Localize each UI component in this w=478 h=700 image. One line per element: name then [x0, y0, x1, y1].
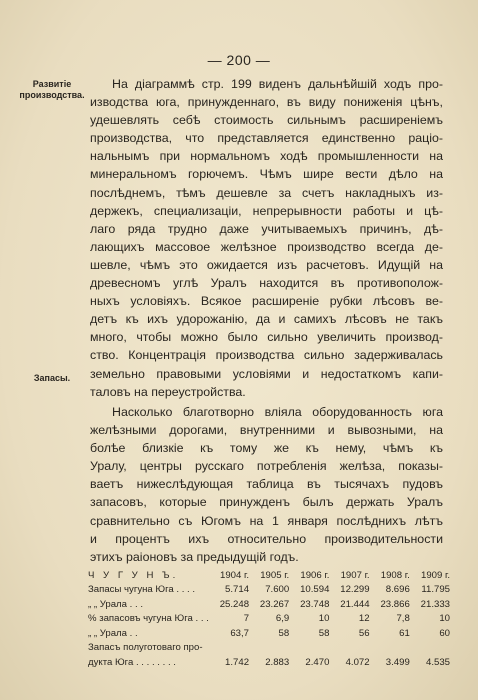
- table-cell: 12: [358, 613, 370, 624]
- table-header-cell: Ч У Г У Н Ъ.: [88, 569, 179, 581]
- text-line: желѣзными дорогами, внутренними и вывозными, на: [90, 423, 443, 438]
- text-line: древесномъ углѣ Уралъ находится въ противополож-: [90, 276, 443, 291]
- table-cell: 60: [439, 627, 450, 639]
- table-row: [88, 639, 450, 654]
- table-cell: 56: [358, 627, 370, 639]
- paragraph-production: [90, 75, 443, 401]
- row-label: дукта Юга . . . . . . . .: [88, 656, 176, 668]
- table-cell: 23.866: [380, 598, 410, 610]
- table-cell: 11.795: [421, 584, 450, 595]
- table-row: [88, 581, 450, 596]
- text-line: шевле, чѣмъ это ожидается изъ расчетовъ. Идущій на: [90, 257, 443, 272]
- text-line: много, чтобы можно было сильно увеличить производ-: [90, 330, 443, 345]
- table-header-row: [88, 566, 450, 581]
- row-label: Запасъ полуготоваго про-: [88, 642, 203, 653]
- table-row: [88, 610, 450, 625]
- table-cell: 10: [439, 613, 450, 624]
- text-line: земельно правовыми условіями и недостаткомъ капи-: [90, 366, 443, 381]
- table-header-cell: 1909 г.: [420, 569, 450, 581]
- text-line: изводства юга, принужденнаго, въ виду пониженія цѣнъ,: [90, 95, 443, 110]
- table-cell: 23.267: [259, 598, 290, 610]
- table-cell: 61: [399, 627, 410, 639]
- text-line: лаго ряда трудно даже учитываемыхъ причинъ, дѣ-: [90, 221, 443, 236]
- text-line: сравнительно съ Югомъ на 1 января послѣднихъ лѣтъ: [90, 513, 443, 528]
- row-label: % запасовъ чугуна Юга . . .: [88, 613, 209, 624]
- table-header-cell: 1906 г.: [300, 569, 330, 581]
- table-header-cell: 1907 г.: [340, 569, 370, 581]
- table-row: [88, 653, 450, 668]
- table-cell: [289, 639, 329, 654]
- table-cell: [209, 639, 249, 654]
- table-cell: 58: [318, 627, 330, 639]
- text-line: ныхъ условіяхъ. Всякое расширеніе рубки лѣсовъ ве-: [90, 294, 443, 309]
- table-cell: 23.748: [300, 598, 330, 610]
- text-line: удешевлять себѣ стоимость сильнымъ расширеніемъ: [90, 113, 443, 128]
- table-cell: [329, 639, 369, 654]
- text-line: таловъ на переустройства.: [90, 384, 246, 399]
- text-line: этихъ раіоновъ за предыдущій годъ.: [90, 549, 299, 564]
- table-cell: 1.742: [225, 656, 250, 668]
- table-cell: 63,7: [230, 627, 250, 639]
- text-line: ваетъ нижеслѣдующая таблица въ тысячахъ пудовъ: [90, 477, 443, 492]
- table-cell: 7: [243, 613, 250, 624]
- text-line: Уралу, центры русскаго потребленія желѣза, показы-: [90, 459, 443, 474]
- text-line: и процентъ ихъ относительно производительности: [90, 531, 443, 546]
- text-line: ство. Концентрація производства сильно задерживалась: [90, 348, 443, 363]
- row-label: „ „ Урала . . .: [88, 598, 143, 610]
- text-line: держекъ, специализаціи, непрерывности работы и цѣ-: [90, 203, 443, 218]
- table-cell: [249, 639, 289, 654]
- table-cell: 7,8: [396, 613, 410, 624]
- text-line: болѣе близкіе къ тому же къ нему, чѣмъ къ: [90, 441, 443, 456]
- table-header-cell: 1904 г.: [220, 569, 250, 581]
- text-line: детъ къ ихъ удорожанію, да и самихъ лѣсовъ не такъ: [90, 312, 443, 327]
- text-line: послѣднемъ, тѣмъ дешевле за счетъ накладныхъ из-: [90, 185, 443, 200]
- margin-note-production: Развитіе производства.: [19, 79, 85, 100]
- table-cell: 8.696: [385, 584, 410, 595]
- paragraph-stocks: [90, 403, 443, 566]
- table-cell: 5.714: [225, 584, 250, 595]
- table-cell: 58: [278, 627, 290, 639]
- table-cell: 3.499: [385, 656, 410, 668]
- table-cell: 4.072: [345, 656, 370, 668]
- table-cell: 12.299: [340, 584, 370, 595]
- table-cell: 21.333: [420, 598, 450, 610]
- stocks-table: [88, 566, 450, 668]
- table-cell: 4.535: [425, 656, 450, 668]
- text-line: запасовъ, которые принужденъ былъ держать Уралъ: [90, 495, 443, 510]
- table-cell: [370, 639, 410, 654]
- row-label: „ „ Урала . .: [88, 627, 138, 639]
- table-header-cell: 1905 г.: [260, 569, 290, 581]
- table-row: [88, 595, 450, 610]
- table-cell: 10.594: [300, 584, 330, 595]
- table-header-cell: 1908 г.: [380, 569, 410, 581]
- table-cell: 21.444: [340, 598, 370, 610]
- text-line: На діаграммѣ стр. 199 виденъ дальнѣйшій ходъ про-: [112, 77, 443, 91]
- table-cell: 25.248: [219, 598, 250, 610]
- table-cell: 10: [318, 613, 330, 624]
- text-line: минеральномъ горючемъ. Чѣмъ шире вести дѣло на: [90, 167, 443, 182]
- text-line: производства, что представляется единственно раціо-: [90, 131, 443, 146]
- table-row: [88, 624, 450, 639]
- table-cell: 7.600: [265, 584, 290, 595]
- page-number: — 200 —: [207, 52, 271, 68]
- text-line: Насколько благотворно вліяла оборудованность юга: [112, 405, 443, 419]
- table-cell: 2.883: [265, 656, 290, 668]
- table-cell: 6,9: [275, 613, 290, 624]
- table-cell: 2.470: [305, 656, 330, 668]
- table-cell: [410, 639, 450, 654]
- text-line: лающихъ массовое желѣзное производство всегда де-: [90, 239, 443, 254]
- margin-note-stocks: Запасы.: [33, 373, 71, 383]
- text-line: нальнымъ при нормальномъ ходѣ промышленности на: [90, 149, 443, 164]
- row-label: Запасы чугуна Юга . . . .: [88, 584, 196, 595]
